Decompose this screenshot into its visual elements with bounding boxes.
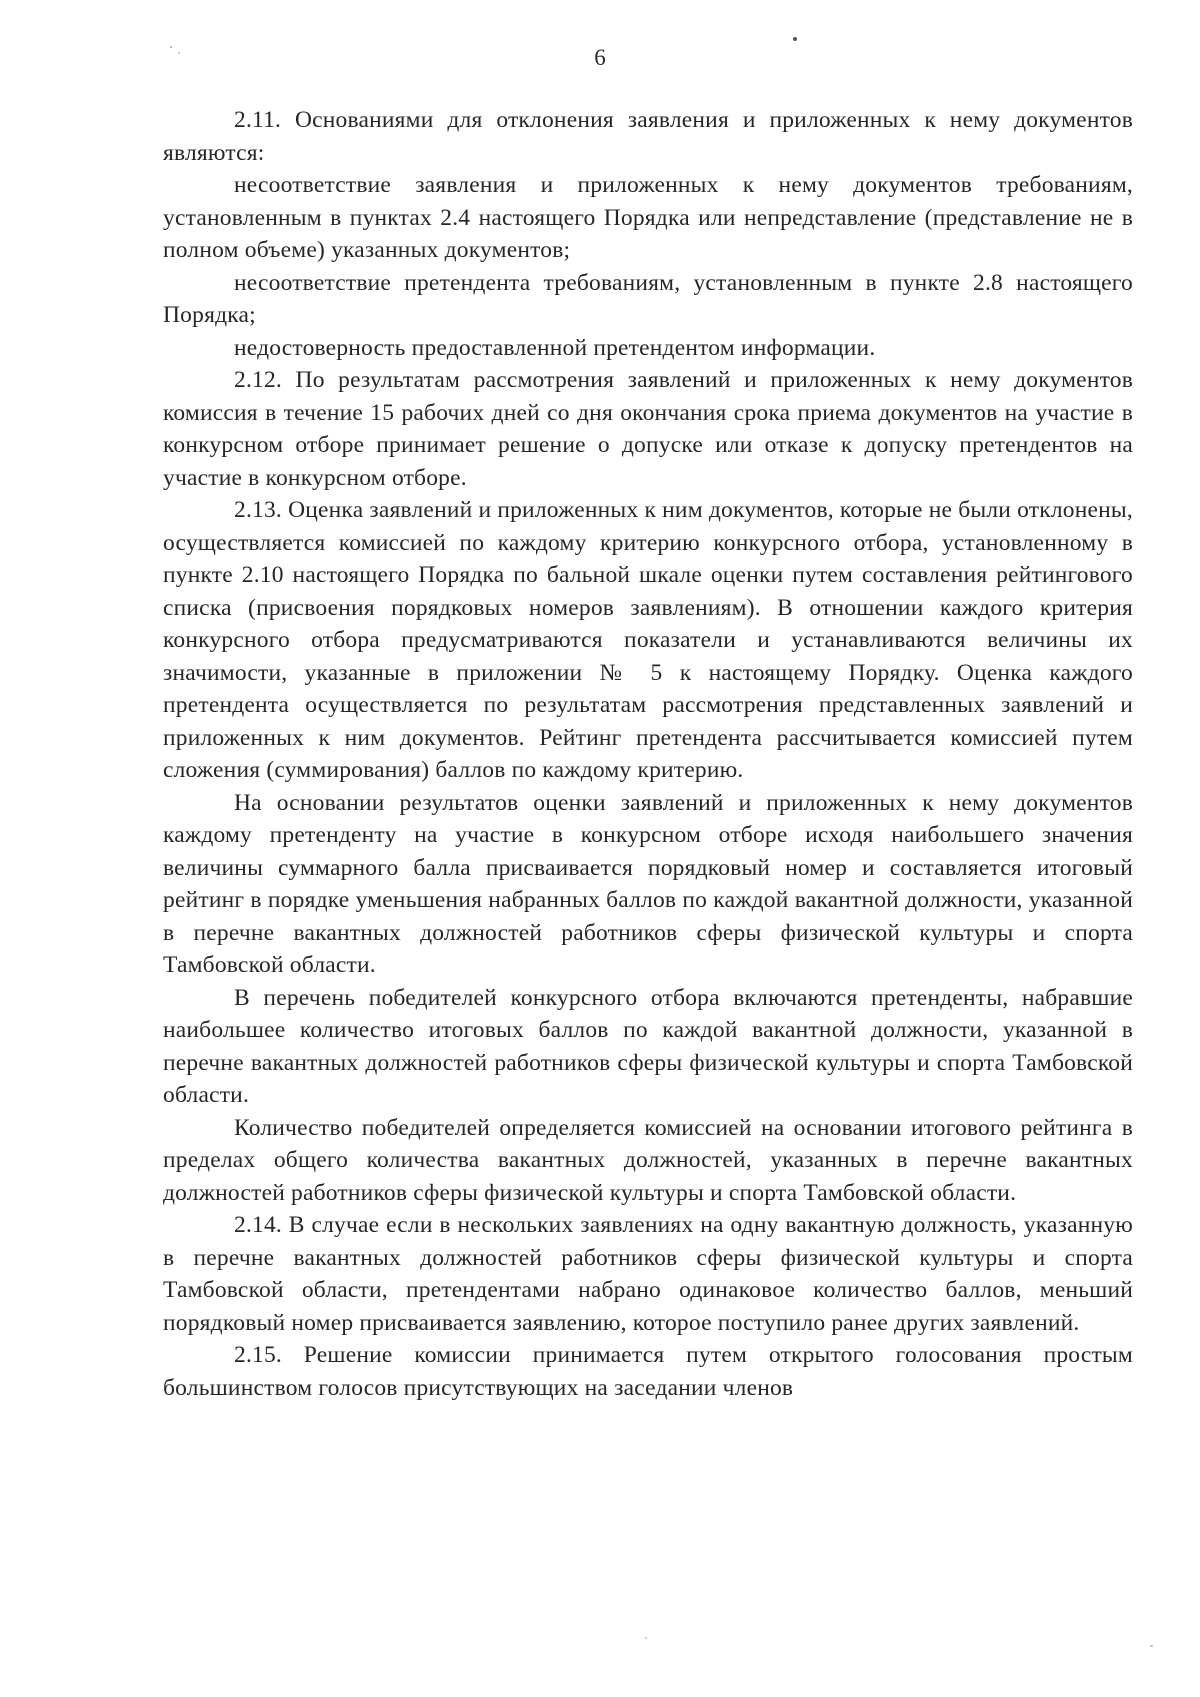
paragraph-reason-noncompliance-applicant: несоответствие претендента требованиям, установленным в пункте 2.8 настоящего Порядка;	[163, 269, 1133, 328]
scan-speck	[1150, 1645, 1153, 1647]
paragraph-2-11: 2.11. Основаниями для отклонения заявления и приложенных к нему документов являются:	[163, 107, 1133, 166]
paragraph-2-15: 2.15. Решение комиссии принимается путем открытого голосования простым большинством голосов присутствующих на заседании членов	[163, 1342, 1133, 1401]
paragraph-2-14: 2.14. В случае если в нескольких заявлениях на одну вакантную должность, указанную в перечне вакантных должностей работников сферы физической культуры и спорта Тамбовской области, претендентами набрано одинаковое количество баллов, меньший порядковый номер присваивается заявлению, которое поступило ранее других заявлений.	[163, 1212, 1133, 1336]
paragraph-2-13: 2.13. Оценка заявлений и приложенных к ним документов, которые не были отклонены, осуществляется комиссией по каждому критерию конкурсного отбора, установленному в пункте 2.10 настоящего Порядка по бальной шкале оценки путем составления рейтингового списка (присвоения порядковых номеров заявлениям). В отношении каждого критерия конкурсного отбора предусматриваются показатели и устанавливаются величины их значимости, указанные в приложении № 5 к настоящему Порядку. Оценка каждого претендента осуществляется по результатам рассмотрения представленных заявлений и приложенных к ним документов. Рейтинг претендента рассчитывается комиссией путем сложения (суммирования) баллов по каждому критерию.	[163, 497, 1133, 783]
paragraph-2-12: 2.12. По результатам рассмотрения заявлений и приложенных к нему документов комиссия в течение 15 рабочих дней со дня окончания срока приема документов на участие в конкурсном отборе принимает решение о допуске или отказе к допуску претендентов на участие в конкурсном отборе.	[163, 367, 1133, 491]
scan-speck	[645, 1637, 647, 1639]
scan-speck	[170, 46, 172, 48]
scan-speck	[793, 37, 797, 41]
scan-speck	[178, 52, 180, 54]
document-body	[163, 104, 1133, 1404]
paragraph-reason-unreliable-info: недостоверность предоставленной претендентом информации.	[234, 334, 876, 361]
paragraph-winners-count: Количество победителей определяется комиссией на основании итогового рейтинга в пределах общего количества вакантных должностей, указанных в перечне вакантных должностей работников сферы физической культуры и спорта Тамбовской области.	[163, 1114, 1133, 1206]
paragraph-winners-list: В перечень победителей конкурсного отбора включаются претенденты, набравшие наибольшее количество итоговых баллов по каждой вакантной должности, указанной в перечне вакантных должностей работников сферы физической культуры и спорта Тамбовской области.	[163, 984, 1133, 1108]
page-number: 6	[594, 45, 606, 70]
paragraph-rating-assignment: На основании результатов оценки заявлений и приложенных к нему документов каждому претенденту на участие в конкурсном отборе исходя наибольшего значения величины суммарного балла присваивается порядковый номер и составляется итоговый рейтинг в порядке уменьшения набранных баллов по каждой вакантной должности, указанной в перечне вакантных должностей работников сферы физической культуры и спорта Тамбовской области.	[163, 789, 1133, 978]
paragraph-reason-noncompliance-documents: несоответствие заявления и приложенных к нему документов требованиям, установленным в пунктах 2.4 настоящего Порядка или непредставление (представление не в полном объеме) указанных документов;	[163, 172, 1133, 263]
